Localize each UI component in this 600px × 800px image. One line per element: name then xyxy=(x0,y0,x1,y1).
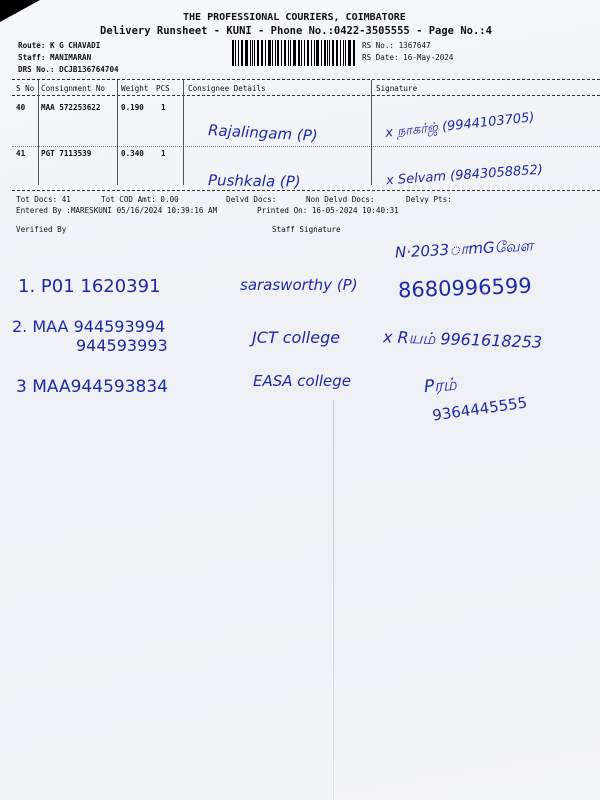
row-signature-handwritten: x Selvam (9843058852) xyxy=(385,162,544,189)
row-consignee-handwritten: Rajalingam (P) xyxy=(207,121,319,145)
col-divider xyxy=(117,80,118,185)
handwritten-entry-1-name: sarasworthy (P) xyxy=(240,276,358,294)
barcode-bar xyxy=(345,40,346,66)
handwritten-entry-3-signature: Pரம் xyxy=(423,374,458,398)
barcode-bar xyxy=(301,40,302,66)
row-sno: 40 xyxy=(16,103,26,112)
handwritten-entry-3-name: EASA college xyxy=(253,372,352,390)
rs-date-line xyxy=(362,53,453,62)
barcode-bar xyxy=(268,40,271,66)
delivery-points: Delvy Pts: xyxy=(406,195,452,204)
route-label: Route: xyxy=(18,41,46,50)
barcode-bar xyxy=(298,40,300,66)
non-delivered-docs: Non Delvd Docs: xyxy=(306,195,375,204)
rs-no-value: 1367647 xyxy=(398,41,431,50)
row-consignee-handwritten: Pushkala (P) xyxy=(207,171,301,191)
barcode-bar xyxy=(235,40,236,66)
staff-label: Staff: xyxy=(18,53,46,62)
row-signature-handwritten: x நாகர்ஜ் (9944103705) xyxy=(384,110,536,141)
handwritten-entry-1: 1. P01 1620391 xyxy=(18,276,161,297)
row-weight: 0.340 xyxy=(121,149,144,158)
handwritten-entry-2: 2. MAA 944593994 xyxy=(12,317,166,336)
handwritten-entry-2-alt: 944593993 xyxy=(76,336,168,355)
col-header-sno: S No xyxy=(16,84,35,93)
barcode-bar xyxy=(348,40,351,66)
barcode-bar xyxy=(327,40,328,66)
barcode-bar xyxy=(277,40,279,66)
rs-no-line xyxy=(362,41,431,50)
table-top-rule xyxy=(12,79,600,80)
row-sno: 41 xyxy=(16,149,26,158)
drs-label: DRS No.: xyxy=(18,65,55,74)
handwritten-name-top: N·2033ாmGவேள xyxy=(394,236,534,262)
table-header-rule xyxy=(12,95,600,96)
barcode-bar xyxy=(353,40,355,66)
handwritten-entry-3-phone: 9364445555 xyxy=(431,393,529,425)
barcode-bar xyxy=(311,40,312,66)
barcode-bar xyxy=(290,40,291,66)
handwritten-entry-2-name: JCT college xyxy=(252,328,341,347)
barcode-bar xyxy=(272,40,273,66)
barcode-bar xyxy=(304,40,305,66)
barcode-bar xyxy=(293,40,296,66)
total-docs: Tot Docs: 41 xyxy=(16,195,71,204)
drs-value: DCJB136764704 xyxy=(59,65,119,74)
entered-by: Entered By :MARESKUNI 05/16/2024 10:39:16 AM xyxy=(16,206,218,215)
barcode-bar xyxy=(336,40,338,66)
handwritten-entry-1-phone: 8680996599 xyxy=(397,273,532,303)
barcode-bar xyxy=(261,40,263,66)
barcode-bar xyxy=(245,40,248,66)
barcode-bar xyxy=(238,40,239,66)
rs-no-label: RS No.: xyxy=(362,41,395,50)
handwritten-entry-2-signature: x Rயம் 9961618253 xyxy=(382,327,543,352)
barcode-bar xyxy=(241,40,243,66)
barcode-bar xyxy=(329,40,330,66)
barcode xyxy=(232,40,356,66)
barcode-bar xyxy=(324,40,326,66)
drs-line xyxy=(18,65,119,74)
route-line xyxy=(18,41,100,50)
col-header-pcs: PCS xyxy=(156,84,170,93)
col-divider xyxy=(183,80,184,185)
barcode-bar xyxy=(340,40,341,66)
col-header-weight: Weight xyxy=(121,84,149,93)
barcode-bar xyxy=(232,40,234,66)
paper-fold-line xyxy=(333,400,334,800)
company-title: THE PROFESSIONAL COURIERS, COIMBATORE xyxy=(183,12,406,23)
barcode-bar xyxy=(257,40,259,66)
barcode-bar xyxy=(316,40,319,66)
barcode-bar xyxy=(265,40,266,66)
rs-date-label: RS Date: xyxy=(362,53,399,62)
barcode-bar xyxy=(321,40,322,66)
staff-line xyxy=(18,53,91,62)
barcode-bar xyxy=(252,40,253,66)
barcode-bar xyxy=(288,40,289,66)
row-consignment: MAA 572253622 xyxy=(41,103,101,112)
row-consignment: PGT 7113539 xyxy=(41,149,92,158)
barcode-bar xyxy=(281,40,282,66)
barcode-bar xyxy=(275,40,276,66)
col-header-consignee: Consignee Details xyxy=(188,84,266,93)
scan-corner-shadow xyxy=(0,0,40,22)
delivered-docs: Delvd Docs: xyxy=(226,195,277,204)
col-header-consignment: Consignment No xyxy=(41,84,106,93)
barcode-bar xyxy=(307,40,309,66)
handwritten-entry-3: 3 MAA944593834 xyxy=(16,377,168,397)
barcode-bar xyxy=(343,40,344,66)
total-cod-amount: Tot COD Amt: 0.00 xyxy=(101,195,179,204)
row-weight: 0.190 xyxy=(121,103,144,112)
verified-by-label: Verified By xyxy=(16,225,67,234)
staff-value: MANIMARAN xyxy=(50,53,92,62)
barcode-bar xyxy=(250,40,251,66)
barcode-bar xyxy=(314,40,315,66)
barcode-bar xyxy=(254,40,255,66)
barcode-bar xyxy=(284,40,286,66)
col-divider xyxy=(38,80,39,185)
row-pcs: 1 xyxy=(161,103,166,112)
staff-signature-label: Staff Signature xyxy=(272,225,341,234)
col-header-signature: Signature xyxy=(376,84,418,93)
rs-date-value: 16-May-2024 xyxy=(403,53,454,62)
row-pcs: 1 xyxy=(161,149,166,158)
runsheet-subtitle: Delivery Runsheet - KUNI - Phone No.:0422-3505555 - Page No.:4 xyxy=(100,25,492,37)
barcode-bar xyxy=(332,40,334,66)
col-divider xyxy=(371,80,372,185)
printed-on: Printed On: 16-05-2024 10:40:31 xyxy=(257,206,399,215)
row-rule xyxy=(12,146,600,147)
route-value: K G CHAVADI xyxy=(50,41,101,50)
table-bottom-rule xyxy=(12,190,600,191)
